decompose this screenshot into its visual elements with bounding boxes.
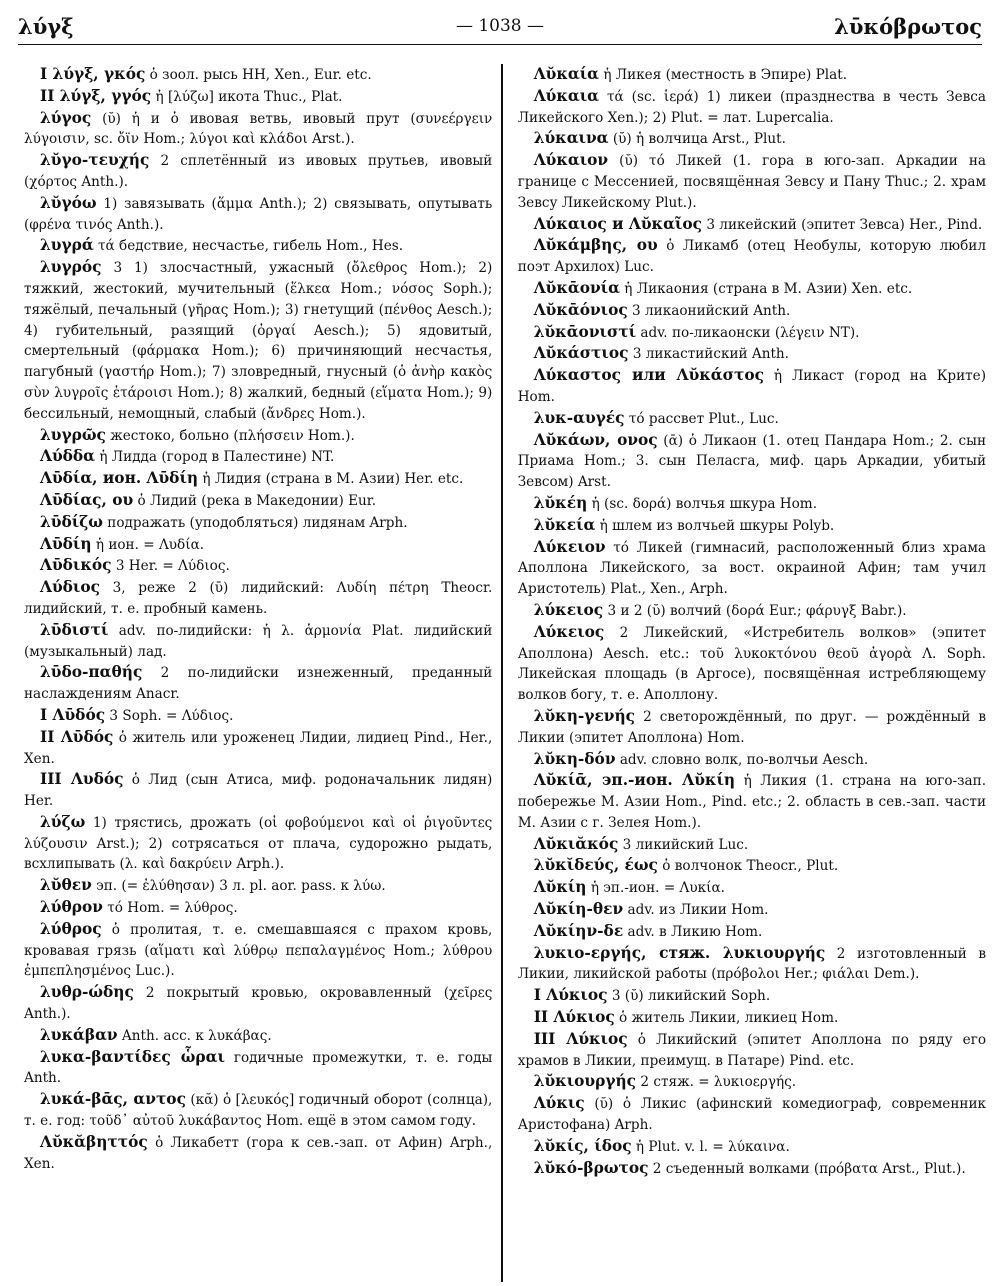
dictionary-entry [512, 86, 986, 129]
entry-definition: ἡ ион. = Λυδία. [91, 536, 205, 553]
dictionary-entry [512, 365, 986, 408]
entry-definition: adv. из Ликии Hom. [623, 902, 769, 919]
entry-definition: жестоко, больно (πλήσσειν Hom.). [105, 427, 355, 444]
dictionary-entry [512, 150, 986, 213]
dictionary-entry [18, 64, 492, 86]
dictionary-entry [512, 855, 986, 877]
entry-headword: λυγρά [40, 236, 94, 255]
entry-headword: λυθρ-ώδης [40, 983, 134, 1002]
entry-headword: λυκ-αυγές [533, 408, 625, 427]
entry-definition: adv. словно волк, по-волчьи Aesch. [615, 751, 869, 768]
entry-definition: ἡ [λύζω] икота Thuc., Plat. [151, 88, 343, 105]
dictionary-entry [18, 812, 492, 875]
dictionary-entry [18, 468, 492, 490]
dictionary-entry [18, 1025, 492, 1047]
entry-headword: Λῡδίας, ου [40, 490, 134, 509]
entry-headword: Λύκαιος и Λῠκαῖος [533, 214, 703, 233]
entry-definition: (ῠ) τό Ликей (1. гора в юго-зап. Аркадии на границе с Мессенией, посвящённая Зевсу и Пану Thuc.; 2. храм Зевсу Ликейскому Plut.). [517, 153, 987, 211]
entry-definition: ὁ житель Ликии, ликиец Hom. [614, 1010, 839, 1027]
entry-headword: Λύκις [533, 1094, 585, 1113]
entry-definition: τά бедствие, несчастье, гибель Hom., Hes. [93, 238, 404, 255]
dictionary-entry [512, 343, 986, 365]
dictionary-entry [512, 430, 986, 493]
page-number: — 1038 — [455, 16, 545, 36]
dictionary-entry [18, 108, 492, 151]
entry-definition: годичные промежутки, т. е. годы Anth. [24, 1049, 493, 1087]
entry-headword: Λύδιος [40, 578, 100, 597]
left-column [18, 64, 501, 1282]
dictionary-entry [512, 64, 986, 86]
entry-headword: λυκά-βᾱς, αντος [40, 1090, 186, 1109]
entry-headword: λύγος [40, 108, 92, 127]
dictionary-entry [512, 128, 986, 150]
entry-definition: 3, реже 2 (ῡ) лидийский: Λυδίη πέτρη Theocr. лидийский, т. е. пробный камень. [24, 580, 493, 617]
header-last-word: λῡκόβρωτος [834, 14, 982, 39]
dictionary-entry [18, 193, 492, 236]
right-column [503, 64, 986, 1282]
entry-definition: 2 по-лидийски изнеженный, преданный наслаждениям Anacr. [24, 665, 493, 703]
entry-definition: 2 стяж. = λυκιοεργής. [636, 1074, 797, 1091]
dictionary-entry [512, 1136, 986, 1158]
entry-definition: (ῠ) ἡ волчица Arst., Plut. [608, 131, 786, 148]
entry-headword: λυκάβαν [40, 1025, 118, 1044]
entry-definition: 3 ликейский (эпитет Зевса) Her., Pind. [702, 216, 983, 233]
dictionary-entry [512, 537, 986, 600]
entry-definition: ἡ Ликия (1. страна на юго-зап. побережье М. Азии Hom., Pind. etc.; 2. область в сев.-зап. части М. Азии с г. Зелея Hom.). [517, 773, 987, 831]
entry-definition: 2 съеденный волками (πρόβατα Arst., Plut.). [648, 1160, 966, 1177]
entry-headword: λυγρῶς [40, 425, 106, 444]
dictionary-entry [512, 600, 986, 622]
dictionary-entry [18, 425, 492, 447]
entry-headword: λῠγο-τευχής [40, 151, 150, 170]
entry-headword: λῡδιστί [40, 620, 109, 639]
entry-headword: Λύδδα [40, 447, 95, 466]
dictionary-entry [512, 834, 986, 856]
entry-definition: τά (sc. ἱερά) 1) ликеи (празднества в честь Зевса Ликейского Xen.); 2) Plut. = лат. Lupercalia. [517, 88, 987, 126]
dictionary-entry [512, 515, 986, 537]
entry-headword: Λῠκίη-θεν [533, 900, 624, 919]
dictionary-entry [18, 446, 492, 468]
entry-headword: Λῠκίᾱ, эп.-ион. Λῠκίη [533, 771, 736, 790]
entry-headword: λυκα-βαντίδες ὧραι [40, 1047, 225, 1066]
dictionary-entry [18, 577, 492, 620]
entry-definition: ἡ Ликея (местность в Эпире) Plat. [599, 67, 848, 83]
entry-definition: τό рассвет Plut., Luc. [624, 410, 779, 427]
entry-headword: λύζω [40, 812, 86, 831]
entry-definition: τό Hom. = λύθρος. [102, 900, 238, 917]
dictionary-entry [512, 770, 986, 833]
dictionary-entry [18, 235, 492, 257]
entry-headword: λυγρός [40, 258, 102, 277]
dictionary-entry [18, 1047, 492, 1090]
entry-definition: 2 покрытый кровью, окровавленный (χεῖρες Anth.). [24, 985, 493, 1023]
entry-definition: adv. в Ликию Hom. [623, 923, 763, 940]
entry-headword: λῠθεν [40, 876, 92, 895]
entry-headword: Λῡδικός [40, 556, 112, 575]
dictionary-entry [18, 490, 492, 512]
entry-definition: ἡ Лидда (город в Палестине) NT. [95, 449, 335, 466]
entry-definition: ἡ Ликаония (страна в М. Азии) Xen. etc. [619, 280, 913, 297]
entry-definition: ἡ эп.-ион. = Λυκία. [586, 880, 725, 897]
entry-definition: (ῠ) ἡ и ὁ ивовая ветвь, ивовый прут (συνεέργειν λύγοισιν, sc. ὄϊν Hom.; λύγοι καὶ κλάδοι Arst.). [24, 110, 493, 148]
entry-headword: Λῡδία, ион. Λῡδίη [40, 469, 199, 488]
entry-definition: 3 Soph. = Λύδιος. [105, 707, 234, 724]
entry-headword: I λύγξ, γκός [40, 65, 146, 83]
entry-headword: Λύκειον [533, 537, 606, 556]
dictionary-entry [512, 921, 986, 943]
entry-definition: подражать (уподобляться) лидянам Arph. [102, 514, 408, 531]
dictionary-entry [18, 1089, 492, 1132]
entry-definition: эп. (= ἐλύθησαν) 3 л. pl. aor. pass. к λύω. [91, 878, 386, 895]
entry-definition: 3 (ῠ) ликийский Soph. [607, 988, 771, 1005]
entry-definition: ὁ волчонок Theocr., Plut. [657, 858, 839, 875]
dictionary-entry [18, 555, 492, 577]
dictionary-entry [512, 706, 986, 749]
entry-headword: Λῠκᾱόνιος [533, 300, 628, 319]
entry-headword: Λῠκίην-δε [533, 921, 624, 940]
entry-headword: λῠγόω [40, 193, 97, 212]
entry-definition: 2 светорождённый, по друг. — рождённый в Ликии (эпитет Аполлона) Hom. [517, 708, 987, 746]
dictionary-entry [512, 1093, 986, 1136]
entry-definition: 1) трястись, дрожать (οἱ φοβούμενοι καὶ οἱ ῥιγοῦντες λύζουσιν Arst.); 2) сотрясаться от плача, судорожно рыдать, всхлипывать (λ. καὶ δακρύειν Arph.). [24, 814, 493, 873]
dictionary-entry [512, 985, 986, 1007]
entry-definition: ὁ Лид (сын Атиса, миф. родоначальник лидян) Her. [24, 772, 493, 810]
entry-definition: (κᾰ) ὁ [λευκός] годичный оборот (солнца), т. е. год: τοῦδ᾽ αὐτοῦ λυκάβαντος Hom. ещё в этом самом году. [24, 1092, 493, 1130]
entry-definition: ἡ шлем из волчьей шкуры Polyb. [595, 517, 835, 534]
dictionary-entry [512, 877, 986, 899]
entry-headword: λῠκεία [533, 515, 596, 534]
entry-headword: I Λύκιος [533, 986, 608, 1005]
entry-headword: III Λυδός [40, 770, 124, 789]
entry-definition: ἡ Ликаст (город на Крите) Hom. [517, 368, 987, 405]
entry-definition: ὁ Ликабетт (гора к сев.-зап. от Афин) Arph., Xen. [24, 1134, 493, 1172]
dictionary-entry [512, 214, 986, 236]
entry-definition: 2 изготовленный в Ликии, ликийской работы (πρόβολοι Her.; φιάλαι Dem.). [517, 945, 986, 983]
entry-headword: Λῠκᾱονία [533, 278, 620, 297]
entry-headword: III Λύκιος [533, 1029, 628, 1048]
entry-definition: (ῠ) ὁ Ликис (афинский комедиограф, современник Аристофана) Arph. [517, 1096, 987, 1134]
header-first-word: λύγξ [18, 14, 74, 39]
dictionary-entry [18, 257, 492, 424]
entry-definition: 1) завязывать (ἅμμα Anth.); 2) связывать, опутывать (φρένα τινός Anth.). [24, 195, 493, 233]
entry-headword: Λύκειος [533, 622, 605, 641]
dictionary-entry [18, 86, 492, 108]
entry-definition: 3 1) злосчастный, ужасный (ὄλεθρος Hom.); 2) тяжкий, жестокий, мучительный (ἕλκεα Hom.; νόσος Soph.); тяжёлый, печальный (γῆρας Hom.); 3) гнетущий (πένθος Aesch.); 4) губительный, разящий (ὀργαί Aesch.); 5) ядовитый, смертельный (φάρμακα Hom.); 6) причиняющий несчастья, пагубный (γαστήρ Hom.); 7) зловредный, гнусный (ὁ ἀνὴρ κακὸς σὺν λυγροῖς ἑτάροισι Hom.); 8) жалкий, бедный (εἵματα Hom.); 9) бессильный, немощный, слабый (ἄνδρες Hom.). [24, 260, 493, 422]
page-header [18, 10, 982, 45]
entry-headword: λῠκῐδεύς, έως [533, 856, 658, 875]
entry-headword: λύκειος [533, 600, 604, 619]
dictionary-entry [512, 300, 986, 322]
entry-headword: Λῡδίη [40, 534, 92, 553]
dictionary-entry [512, 408, 986, 430]
entry-headword: λύκαινα [533, 129, 609, 148]
entry-headword: λῠκέη [533, 493, 588, 512]
dictionary-entry [18, 150, 492, 193]
entry-definition: ἡ (sc. δορά) волчья шкура Hom. [587, 495, 818, 512]
entry-headword: λυκιο-εργής, стяж. λυκιουργής [533, 943, 826, 962]
dictionary-entry [512, 899, 986, 921]
entry-definition: ὁ Ликамб (отец Необулы, которую любил поэт Архилох) Luc. [517, 238, 986, 276]
dictionary-entry [18, 727, 492, 770]
dictionary-entry [18, 620, 492, 663]
dictionary-entry [512, 235, 986, 278]
entry-definition: ἡ Лидия (страна в М. Азии) Her. etc. [198, 471, 464, 488]
dictionary-entry [18, 705, 492, 727]
dictionary-entry [18, 982, 492, 1025]
entry-headword: Λῠκαία [533, 65, 599, 83]
entry-headword: λῠκη-γενής [533, 706, 636, 725]
entry-definition: ὁ пролитая, т. е. смешавшаяся с прахом кровь, кровавая грязь (αἵματι καὶ λύθρῳ πεπαλαγμένος Hom.; λύθρου ἐμπεπλησμένος Luc.). [24, 921, 493, 980]
entry-definition: 2 Ликейский, «Истребитель волков» (эпитет Аполлона) Aesch. etc.: τοῦ λυκοκτόνου θεοῦ ἀγορὰ Λ. Soph. Ликейская площадь (в Аргосе), посвящённая истребляющему волков богу, т. е. Аполлону. [517, 624, 987, 704]
entry-headword: λῠκίς, ίδος [533, 1136, 632, 1155]
dictionary-entry [512, 622, 986, 706]
entry-headword: II Λῡδός [40, 727, 114, 746]
entry-definition: ὁ житель или уроженец Лидии, лидиец Pind., Her., Xen. [24, 729, 493, 767]
entry-definition: 3 ликийский Luc. [618, 836, 749, 853]
entry-headword: Λῠκάμβης, ου [533, 236, 658, 255]
entry-headword: λῡδίζω [40, 512, 103, 531]
entry-headword: λῡδο-παθής [40, 663, 143, 682]
entry-headword: Λύκαιον [533, 151, 609, 170]
entry-definition: 3 ликаонийский Anth. [627, 302, 791, 319]
dictionary-entry [512, 322, 986, 344]
entry-headword: Λῠκάστιος [533, 344, 629, 363]
dictionary-entry [512, 749, 986, 771]
entry-headword: Λῠκίη [533, 878, 587, 897]
entry-headword: Λῠκᾰβηττός [40, 1132, 148, 1151]
dictionary-entry [512, 1029, 986, 1072]
entry-definition: (ᾱ) ὁ Ликаон (1. отец Пандара Hom.; 2. сын Приама Hom.; 3. сын Пеласга, миф. царь Аркадии, убитый Зевсом) Arst. [517, 432, 987, 491]
dictionary-entry [18, 534, 492, 556]
dictionary-entry [18, 662, 492, 705]
dictionary-entry [18, 897, 492, 919]
dictionary-entry [18, 769, 492, 812]
entry-headword: λῠκᾱονιστί [533, 322, 637, 341]
entry-headword: λύθρον [40, 898, 103, 917]
entry-headword: Λῠκάων, ονος [533, 430, 658, 449]
entry-headword: λύθρος [40, 919, 102, 938]
entry-definition: ὁ Лидий (река в Македонии) Eur. [133, 492, 377, 509]
entry-headword: Λύκαστος или Λῠκάστος [533, 366, 764, 385]
dictionary-entry [18, 512, 492, 534]
entry-headword: λῠκό-βρωτος [533, 1158, 649, 1177]
entry-headword: λῠκιουργής [533, 1072, 637, 1091]
entry-definition: 3 Her. = Λύδιος. [111, 558, 230, 575]
entry-definition: ὁ Ликийский (эпитет Аполлона по ряду его храмов в Ликии, преимущ. в Патаре) Pind. etc. [517, 1031, 987, 1069]
entry-headword: I Λῡδός [40, 705, 106, 724]
entry-headword: Λῠκιᾰκός [533, 834, 619, 853]
dictionary-entry [512, 278, 986, 300]
entry-definition: 2 сплетённый из ивовых прутьев, ивовый (χόρτος Anth.). [24, 153, 493, 190]
entry-definition: 3 и 2 (ῠ) волчий (δορά Eur.; φάρυγξ Babr.). [603, 602, 907, 619]
entry-headword: II λύγξ, γγός [40, 86, 152, 105]
dictionary-entry [512, 943, 986, 986]
entry-headword: II Λύκιος [533, 1008, 615, 1027]
entry-headword: λῠκη-δόν [533, 749, 616, 768]
dictionary-entry [18, 919, 492, 982]
entry-headword: Λύκαια [533, 86, 599, 105]
dictionary-columns [18, 64, 986, 1282]
entry-definition: ὁ зоол. рысь HH, Xen., Eur. etc. [145, 67, 372, 83]
dictionary-entry [18, 1132, 492, 1175]
dictionary-entry [18, 875, 492, 897]
dictionary-entry [512, 1007, 986, 1029]
dictionary-entry [512, 493, 986, 515]
entry-definition: Anth. acc. к λυκάβας. [117, 1027, 272, 1044]
entry-definition: adv. по-лидийски: ἡ λ. ἁρμονία Plat. лидийский (музыкальный) лад. [24, 622, 493, 660]
entry-definition: 3 ликастийский Anth. [628, 346, 790, 363]
dictionary-entry [512, 1071, 986, 1093]
entry-definition: adv. по-ликаонски (λέγειν NT). [636, 324, 860, 341]
entry-definition: ἡ Plut. v. l. = λύκαινα. [631, 1138, 790, 1155]
entry-definition: τό Ликей (гимнасий, расположенный близ храма Аполлона Ликейского, за вост. окраиной Афин; там учил Аристотель) Plat., Xen., Arph. [517, 539, 987, 598]
dictionary-entry [512, 1158, 986, 1180]
